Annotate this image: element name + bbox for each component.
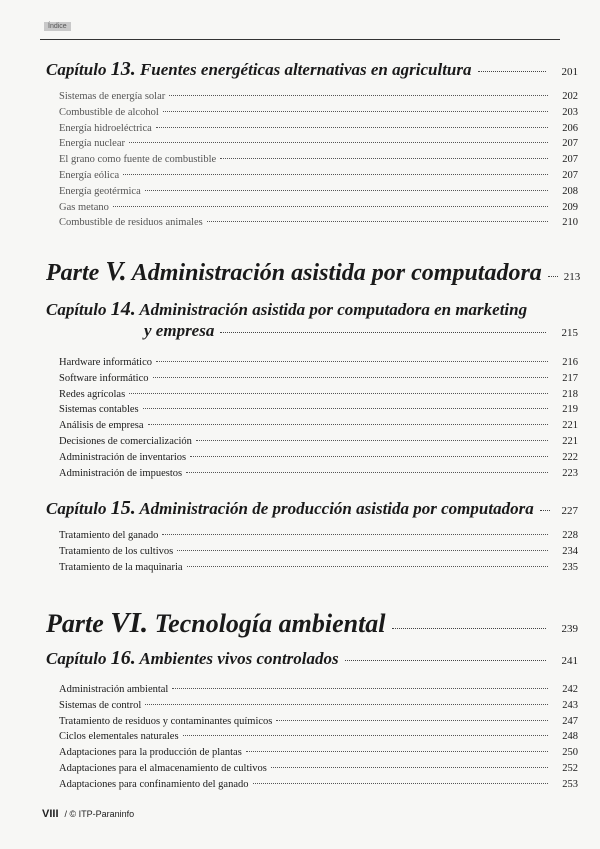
- dot-leader: [129, 142, 548, 143]
- entry-page-number: 206: [562, 122, 578, 134]
- entry-title: Ciclos elementales naturales: [59, 731, 179, 743]
- entry-page-number: 248: [562, 731, 578, 743]
- toc-entry[interactable]: [46, 89, 578, 105]
- dot-leader: [220, 332, 546, 333]
- chapter-13-heading[interactable]: [46, 58, 578, 81]
- entry-title: Sistemas contables: [59, 404, 139, 416]
- dot-leader: [183, 735, 548, 736]
- dot-leader: [163, 111, 548, 112]
- chapter-13-section: [46, 58, 578, 231]
- toc-entry[interactable]: [46, 434, 578, 450]
- chapter-16-section: [46, 647, 578, 793]
- dot-leader: [190, 456, 548, 457]
- dot-leader: [392, 628, 546, 629]
- entry-title: Gas metano: [59, 201, 109, 213]
- dot-leader: [196, 440, 548, 441]
- entry-title: Energía geotérmica: [59, 185, 141, 197]
- dot-leader: [143, 408, 548, 409]
- chapter-label: Capítulo: [46, 300, 107, 319]
- entry-page-number: 221: [562, 420, 578, 432]
- chapter-number: 15.: [110, 497, 136, 519]
- entry-title: Energía hidroeléctrica: [59, 122, 152, 134]
- part-title: Tecnología ambiental: [154, 609, 386, 638]
- entry-page-number: 253: [562, 778, 578, 790]
- toc-entry[interactable]: [46, 387, 578, 403]
- entry-list: [46, 682, 578, 793]
- entry-title: Combustible de alcohol: [59, 106, 159, 118]
- entry-page-number: 208: [562, 185, 578, 197]
- entry-page-number: 250: [562, 747, 578, 759]
- entry-title: Sistemas de energía solar: [59, 91, 166, 102]
- toc-entry[interactable]: [46, 682, 578, 698]
- entry-page-number: 209: [562, 201, 578, 213]
- chapter-title: Fuentes energéticas alternativas en agricultura: [139, 60, 472, 79]
- part-title: Administración asistida por computadora: [131, 260, 542, 286]
- dot-leader: [156, 127, 548, 128]
- entry-title: Energía nuclear: [59, 138, 125, 150]
- chapter-14-heading[interactable]: [46, 298, 578, 341]
- entry-page-number: 247: [562, 715, 578, 727]
- toc-entry[interactable]: [46, 168, 578, 184]
- toc-entry[interactable]: [46, 777, 578, 793]
- entry-page-number: 243: [562, 699, 578, 711]
- page-number: 213: [563, 271, 581, 283]
- entry-page-number: 216: [562, 357, 578, 368]
- toc-entry[interactable]: [46, 466, 578, 482]
- dot-leader: [548, 276, 558, 277]
- chapter-15-section: [46, 497, 578, 575]
- toc-entry[interactable]: [46, 371, 578, 387]
- entry-title: Tratamiento de la maquinaria: [59, 561, 183, 573]
- dot-leader: [220, 158, 548, 159]
- toc-entry[interactable]: [46, 215, 578, 231]
- dot-leader: [246, 751, 548, 752]
- entry-title: El grano como fuente de combustible: [59, 154, 217, 166]
- toc-entry[interactable]: [46, 184, 578, 200]
- chapter-title-line2: y empresa: [144, 321, 215, 340]
- entry-title: Análisis de empresa: [59, 420, 144, 432]
- entry-page-number: 217: [562, 372, 578, 384]
- entry-page-number: 221: [562, 435, 578, 447]
- entry-page-number: 223: [562, 467, 578, 479]
- entry-page-number: 242: [562, 684, 578, 695]
- dot-leader: [276, 720, 548, 721]
- dot-leader: [478, 71, 547, 72]
- entry-page-number: 234: [562, 545, 578, 557]
- page-footer: [42, 808, 134, 820]
- toc-entry[interactable]: [46, 714, 578, 730]
- entry-title: Sistemas de control: [59, 699, 142, 711]
- entry-title: Combustible de residuos animales: [59, 217, 203, 229]
- dot-leader: [207, 221, 548, 222]
- entry-title: Tratamiento de residuos y contaminantes químicos: [59, 715, 273, 727]
- toc-entry[interactable]: [46, 745, 578, 761]
- header-rule: [40, 39, 560, 40]
- toc-entry[interactable]: [46, 698, 578, 714]
- dot-leader: [162, 534, 548, 535]
- dot-leader: [145, 190, 548, 191]
- entry-page-number: 222: [562, 451, 578, 463]
- page-number: 241: [561, 655, 578, 667]
- dot-leader: [177, 550, 548, 551]
- part-5-section: [46, 256, 581, 287]
- toc-entry[interactable]: [46, 560, 578, 576]
- page-number: 227: [561, 505, 578, 517]
- entry-title: Administración de inventarios: [59, 451, 187, 463]
- dot-leader: [186, 472, 548, 473]
- entry-page-number: 203: [562, 106, 578, 118]
- entry-page-number: 207: [562, 169, 578, 181]
- page-number: 239: [561, 623, 578, 635]
- chapter-title-line1: Administración asistida por computadora en marketing: [139, 300, 528, 319]
- dot-leader: [169, 95, 548, 96]
- toc-entry[interactable]: [46, 528, 578, 544]
- dot-leader: [345, 660, 546, 661]
- dot-leader: [145, 704, 548, 705]
- page-number: 201: [561, 66, 578, 78]
- entry-page-number: 219: [562, 404, 578, 416]
- entry-title: Decisiones de comercialización: [59, 435, 192, 447]
- dot-leader: [123, 174, 548, 175]
- chapter-number: 13.: [110, 58, 136, 80]
- toc-entry[interactable]: [46, 761, 578, 777]
- dot-leader: [540, 510, 550, 511]
- toc-entry[interactable]: [46, 355, 578, 371]
- entry-page-number: 202: [562, 91, 578, 102]
- chapter-14-section: [46, 298, 578, 481]
- entry-title: Energía eólica: [59, 169, 120, 181]
- toc-entry[interactable]: [46, 105, 578, 121]
- chapter-title: Ambientes vivos controlados: [139, 649, 339, 668]
- toc-entry[interactable]: [46, 136, 578, 152]
- dot-leader: [129, 393, 548, 394]
- entry-title: Hardware informático: [59, 357, 152, 368]
- part-number: VI.: [110, 607, 149, 639]
- toc-entry[interactable]: [46, 200, 578, 216]
- entry-page-number: 252: [562, 762, 578, 774]
- entry-title: Adaptaciones para confinamiento del ganado: [59, 778, 249, 790]
- chapter-label: Capítulo: [46, 649, 107, 668]
- part-label: Parte: [46, 260, 100, 286]
- dot-leader: [148, 424, 548, 425]
- entry-title: Adaptaciones para la producción de plantas: [59, 747, 242, 759]
- entry-title: Administración de impuestos: [59, 467, 183, 479]
- toc-entry[interactable]: [46, 152, 578, 168]
- chapter-label: Capítulo: [46, 60, 107, 79]
- entry-page-number: 235: [562, 561, 578, 573]
- chapter-number: 14.: [110, 298, 136, 320]
- page-number: 215: [561, 327, 578, 339]
- entry-page-number: 207: [562, 138, 578, 150]
- part-6-section: [46, 607, 578, 640]
- dot-leader: [271, 767, 548, 768]
- entry-title: Tratamiento del ganado: [59, 530, 159, 541]
- entry-title: Adaptaciones para el almacenamiento de cultivos: [59, 762, 267, 774]
- dot-leader: [187, 566, 548, 567]
- part-5-heading[interactable]: [46, 256, 581, 287]
- footer-page-number: VIII: [42, 808, 59, 820]
- entry-title: Redes agrícolas: [59, 388, 126, 400]
- chapter-label: Capítulo: [46, 499, 107, 518]
- toc-entry[interactable]: [46, 418, 578, 434]
- entry-page-number: 210: [562, 217, 578, 229]
- chapter-15-heading[interactable]: [46, 497, 578, 520]
- dot-leader: [253, 783, 548, 784]
- dot-leader: [172, 688, 548, 689]
- part-6-heading[interactable]: [46, 607, 578, 640]
- toc-entry[interactable]: [46, 121, 578, 137]
- dot-leader: [113, 206, 548, 207]
- entry-list: [46, 355, 578, 481]
- toc-entry[interactable]: [46, 729, 578, 745]
- dot-leader: [153, 377, 548, 378]
- entry-page-number: 228: [562, 530, 578, 541]
- chapter-16-heading[interactable]: [46, 647, 578, 670]
- entry-page-number: 218: [562, 388, 578, 400]
- chapter-title: Administración de producción asistida por computadora: [139, 499, 534, 518]
- header-tab: Índice: [44, 22, 71, 31]
- entry-list: [46, 89, 578, 231]
- dot-leader: [156, 361, 548, 362]
- toc-entry[interactable]: [46, 544, 578, 560]
- entry-title: Tratamiento de los cultivos: [59, 545, 174, 557]
- entry-list: [46, 528, 578, 575]
- chapter-number: 16.: [110, 647, 136, 669]
- toc-entry[interactable]: [46, 402, 578, 418]
- footer-copyright: / © ITP-Paraninfo: [64, 809, 135, 819]
- toc-entry[interactable]: [46, 450, 578, 466]
- entry-title: Software informático: [59, 372, 149, 384]
- entry-title: Administración ambiental: [59, 684, 169, 695]
- part-label: Parte: [46, 609, 104, 638]
- entry-page-number: 207: [562, 154, 578, 166]
- part-number: V.: [105, 256, 127, 286]
